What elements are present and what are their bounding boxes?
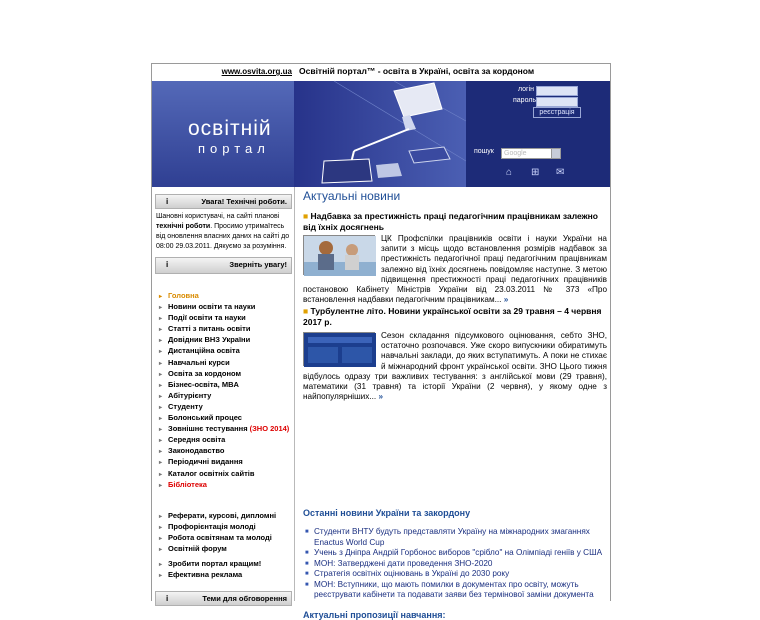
menu-item-label: Болонський процес (168, 413, 242, 423)
menu-item[interactable] (159, 401, 292, 412)
menu-item[interactable] (159, 543, 292, 554)
topics-header[interactable] (155, 591, 292, 606)
site-tagline: Освітній портал™ - освіта в Україні, освіта за кордоном (299, 66, 535, 76)
menu-item-label: Події освіти та науки (168, 313, 246, 323)
sitemap-icon[interactable]: ⊞ (531, 167, 540, 178)
info-icon: i (166, 594, 169, 603)
arrow-icon: ▸ (159, 482, 163, 489)
arrow-icon: ▸ (159, 294, 163, 300)
arrow-icon: ▸ (159, 404, 163, 411)
menu-item[interactable] (159, 434, 292, 445)
secondary-menu (159, 510, 292, 554)
menu-item[interactable] (159, 357, 292, 368)
logo-text-main: освітній (188, 117, 272, 140)
last-news-item[interactable]: ■ Учень з Дніпра Андрій Горбонос виборов "срібло" на Олімпіаді геніїв у США (305, 548, 605, 559)
menu-item[interactable] (159, 569, 292, 580)
lamp-illustration (294, 81, 466, 187)
menu-item-label: Середня освіта (168, 435, 226, 445)
news-title-text: Надбавка за престижність праці педагогічним працівникам залежно від їхніх досягнень (303, 211, 598, 232)
menu-item[interactable] (159, 379, 292, 390)
menu-item-label: Дистанційна освіта (168, 346, 240, 356)
menu-item-label: Бібліотека (168, 479, 207, 489)
menu-item-label: Каталог освітніх сайтів (168, 468, 255, 478)
menu-item-label: Головна (168, 291, 199, 300)
notice-text-bold: технічні роботи (156, 223, 211, 230)
menu-item[interactable] (159, 334, 292, 345)
menu-item[interactable] (159, 456, 292, 467)
arrow-icon: ▸ (159, 573, 163, 580)
menu-item[interactable] (159, 323, 292, 334)
menu-item-label: Освіта за кордоном (168, 368, 242, 378)
menu-item[interactable] (159, 479, 292, 490)
notice-text-part1: Шановні користувачі, на сайті планові (156, 213, 280, 220)
menu-item[interactable] (159, 445, 292, 456)
menu-item-label: Новини освіти та науки (168, 302, 256, 312)
password-label: пароль (513, 97, 537, 104)
logo-area[interactable] (152, 81, 294, 187)
arrow-icon: ▸ (159, 514, 163, 520)
search-label: пошук (474, 148, 494, 155)
main-menu (159, 290, 292, 490)
arrow-icon: ▸ (159, 547, 163, 554)
register-button[interactable]: реєстрація (533, 107, 581, 118)
menu-item-label: Періодичні видання (168, 457, 243, 467)
main-content (299, 187, 607, 620)
menu-item-label: Реферати, курсові, дипломні (168, 511, 277, 520)
menu-item-label: Довідник ВНЗ України (168, 335, 251, 345)
menu-item-label: Ефективна реклама (168, 570, 243, 580)
last-news-item[interactable]: ■ МОН: Затверджені дати проведення ЗНО-2020 (305, 559, 605, 570)
banner-illustration (294, 81, 466, 187)
menu-item-label: Абітурієнту (168, 390, 212, 400)
header-banner (152, 81, 610, 187)
arrow-icon: ▸ (159, 360, 163, 367)
info-icon: i (166, 260, 169, 269)
menu-item[interactable] (159, 312, 292, 323)
search-button[interactable] (551, 148, 561, 159)
news-title[interactable] (303, 211, 603, 233)
arrow-icon: ▸ (159, 525, 163, 532)
menu-item-label: Бізнес-освіта, MBA (168, 379, 239, 389)
menu-item-label: Освітній форум (168, 544, 227, 554)
bullet-icon: ■ (303, 211, 309, 221)
menu-item[interactable] (159, 521, 292, 532)
menu-item[interactable] (159, 510, 292, 521)
news-summary (303, 331, 607, 402)
menu-item[interactable] (159, 368, 292, 379)
arrow-icon: ▸ (159, 460, 163, 467)
notice-header (155, 194, 292, 209)
menu-item-label: Робота освітянам та молоді (168, 533, 272, 543)
logo-text-sub: портал (198, 141, 270, 156)
menu-item-label: Законодавство (168, 446, 225, 456)
arrow-icon: ▸ (159, 416, 163, 423)
menu-item[interactable] (159, 390, 292, 401)
info-icon: i (166, 197, 169, 206)
news-title-text: Турбулентне літо. Новини української освіти за 29 травня – 4 червня 2017 р. (303, 306, 602, 327)
menu-item[interactable] (159, 468, 292, 479)
login-input[interactable] (536, 86, 578, 96)
arrow-icon: ▸ (159, 393, 163, 400)
login-label: логін (518, 86, 535, 93)
site-url[interactable]: www.osvita.org.ua (221, 67, 292, 76)
menu-item-label: Зовнішнє тестування (168, 424, 248, 434)
arrow-icon: ▸ (159, 349, 163, 356)
menu-item-label: Студенту (168, 401, 203, 411)
menu-item-label: Профорієнтація молоді (168, 522, 256, 532)
news-summary (303, 234, 607, 305)
menu-item[interactable] (159, 558, 292, 569)
menu-item[interactable] (159, 301, 292, 312)
arrow-icon: ▸ (159, 438, 163, 445)
news-summary-text: ЦК Профспілки працівників освіти і науки України на запити з місць щодо встановлення розмірів надбавок за престижність педагогічної праці педагогічним працівникам залежно від їхніх досягнень повідомляє наступне. З метою підвищення престижності праці педагогічних працівників постановою Кабінету Міністрів України від 23.03.2011 № 373 «Про встановлення надбавки педагогічним працівникам... (303, 234, 607, 305)
last-news-item[interactable]: ■ Стратегія освітніх оцінювань в Україні до 2030 року (305, 569, 605, 580)
home-icon[interactable]: ⌂ (506, 167, 513, 178)
last-news-item[interactable]: ■ МОН: Вступники, що мають помилки в документах про освіту, можуть реєструвати кабінети та подавати заяви без термінової заміни документа (305, 580, 605, 601)
sidebar (152, 187, 295, 601)
menu-item[interactable] (159, 290, 292, 301)
menu-item-label: Статті з питань освіти (168, 324, 251, 334)
tertiary-menu (159, 558, 292, 580)
page-frame (151, 63, 611, 620)
news-summary-text: Сезон складання підсумкового оцінювання, себто ЗНО, остаточно розпочався. Уже скоро випускники обиратимуть навчальні заклади, до яких вступатимуть. А поки не стихає й міжнародний фронт української освіти. ЗНО Цього тижня відбулось одразу три важливих тестування: з англійської мови (29 травня), математики (31 травня) та історії України (2 червня), у якому одне з найпопулярніших... (303, 331, 607, 402)
last-news-item[interactable]: ■ Студенти ВНТУ будуть представляти Україну на міжнародних змаганнях Enactus World Cup (305, 527, 605, 548)
topics-title: Теми для обговорення (202, 594, 287, 603)
notice-text-part2: . Просимо утримаїтесь від оновлення власних даних на сайті до 08:00 29.03.2011. Дякуємо за розуміння. (156, 223, 290, 250)
arrow-icon: ▸ (159, 316, 163, 323)
arrow-icon: ▸ (159, 562, 163, 568)
arrow-icon: ▸ (159, 327, 163, 334)
notice-title: Увага! Технічні роботи. (201, 197, 287, 206)
arrow-icon: ▸ (159, 382, 163, 389)
last-news-heading: Останні новини України та закордону (303, 508, 471, 518)
attention-title: Зверніть увагу! (229, 260, 287, 269)
menu-item[interactable] (159, 532, 292, 543)
arrow-icon: ▸ (159, 305, 163, 312)
arrow-icon: ▸ (159, 536, 163, 543)
news-title[interactable] (303, 306, 603, 328)
menu-item-badge: (ЗНО 2014) (249, 424, 290, 434)
menu-item[interactable] (159, 412, 292, 423)
arrow-icon: ▸ (159, 338, 163, 345)
arrow-icon: ▸ (159, 371, 163, 378)
password-input[interactable] (536, 97, 578, 107)
menu-item-label: Зробити портал кращим! (168, 559, 262, 568)
search-input[interactable]: Google (501, 148, 553, 159)
news-heading: Актуальні новини (303, 189, 401, 203)
proposals-heading: Актуальні пропозиції навчання: (303, 610, 446, 620)
menu-item[interactable] (159, 423, 292, 434)
arrow-icon: ▸ (159, 471, 163, 478)
arrow-icon: ▸ (159, 427, 163, 434)
menu-item[interactable] (159, 345, 292, 356)
more-link[interactable]: » (378, 392, 383, 402)
menu-item-label: Навчальні курси (168, 357, 230, 367)
mail-icon[interactable]: ✉ (556, 167, 565, 178)
notice-text (156, 212, 292, 252)
last-news-list (305, 527, 605, 601)
login-panel (466, 81, 610, 187)
more-link[interactable]: » (503, 295, 509, 305)
attention-header[interactable] (155, 257, 292, 274)
arrow-icon: ▸ (159, 449, 163, 456)
bullet-icon: ■ (303, 306, 309, 316)
